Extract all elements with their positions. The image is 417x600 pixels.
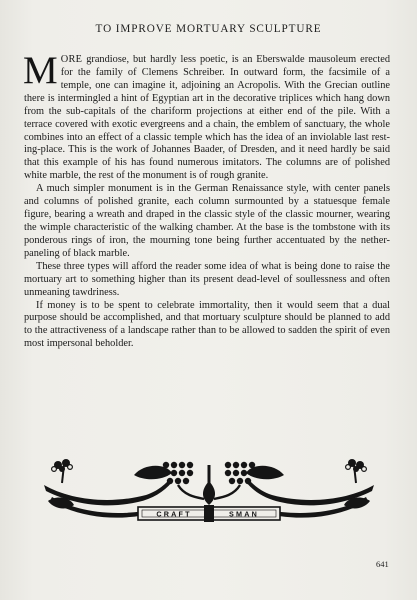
drop-cap: M	[23, 49, 58, 92]
craftsman-ornament	[38, 455, 380, 527]
ornament-label-right: SMAN	[229, 509, 259, 519]
ornament-label-emblem	[204, 505, 214, 522]
ornament-left-flower	[52, 459, 73, 483]
paragraph-3: These three types will afford the reader some idea of what is being done to raise the mortuary art to something higher than its present dead-level of soullessness and often unmeaning tawdriness.	[24, 260, 390, 298]
running-head: TO IMPROVE MORTUARY SCULPTURE	[95, 23, 322, 35]
ornament-center-left-cluster	[163, 462, 193, 484]
paragraph-1	[23, 49, 390, 183]
article-body	[23, 49, 390, 351]
paragraph-4: If money is to be spent to celebrate immortality, then it would seem that a dual purpose should be accomplished, and that mortuary sculpture should be planned to add to the attractiveness of a landscape rather than to be allowed to sadden the spirit of even most impersonal beholder.	[24, 299, 390, 350]
ornament-center-spade	[203, 481, 215, 505]
ornament-right-flower	[346, 459, 367, 483]
paragraph-1-text: grandiose, but hardly less poetic, is an Eberswalde mausoleum erected for the family of Clemens Schreiber. In outward form, the facsimile of a temple, one can imagine it, adjoining an Acropolis. With the Grecian outline there is intermingled a hint of Egyptian art in the decorative triplices which hang down from the sub-capitals of the chariform projections at either end of the pile. With a terrace covered with exotic evergreens and a chain, the emblem of sanctuary, the whole combines into an effect of a classic temple which has the idea of an inviolable last resting-place. This is the work of Johannes Baader, of Dresden, and it need hardly be said that this example of his has found numerous imitators. The columns are of polished white marble, the rest of the monument is of rough granite.	[24, 54, 390, 182]
opening-small-caps: ORE	[60, 54, 83, 65]
ornament-center-right-cluster	[225, 462, 255, 484]
paragraph-2: A much simpler monument is in the German Renaissance style, with center panels and columns of polished granite, each column surmounted by a statuesque female figure, bearing a wreath and draped in the classic style of the classic mourner, wearing the wimple characteristic of the walking chamber. At the base is the tombstone with its ponderous rings of iron, the mourning tone being further accentuated by the nether-paneling of black marble.	[24, 183, 390, 259]
page-number: 641	[376, 559, 389, 569]
ornament-label-left: CRAFT	[156, 509, 192, 519]
